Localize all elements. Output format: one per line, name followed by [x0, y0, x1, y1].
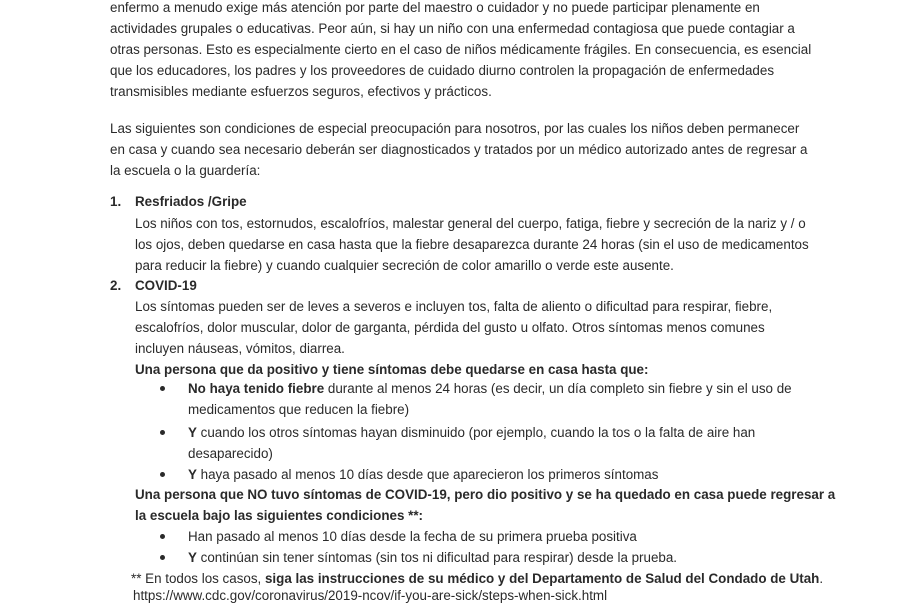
- section-2-title: COVID-19: [135, 278, 197, 293]
- section-1-title: Resfriados /Gripe: [135, 194, 247, 209]
- nosymptom-bullet-1: Han pasado al menos 10 días desde la fecha de su primera prueba positiva: [188, 529, 637, 544]
- section-1-number: 1.: [110, 194, 122, 209]
- conditions-line: la escuela o la guardería:: [110, 163, 261, 178]
- section-1-line: Los niños con tos, estornudos, escalofríos, malestar general del cuerpo, fatiga, fiebre y secreción de la nariz y / o: [135, 216, 806, 231]
- section-1-body: [135, 213, 809, 276]
- bullet-icon: [160, 430, 165, 435]
- section-1-line: para reducir la fiebre) y cuando cualquier secreción de color amarillo o verde este ausente.: [135, 258, 674, 273]
- section-2-line: Los síntomas pueden ser de leves a severos e incluyen tos, falta de aliento o dificultad para respirar, fiebre,: [135, 299, 773, 314]
- intro-paragraph: [110, 0, 810, 102]
- intro-line: actividades grupales o educativas. Peor aún, si hay un niño con una enfermedad contagiosa que puede contagiar a: [110, 21, 795, 36]
- nosymptom-bullet-2: Y continúan sin tener síntomas (sin tos ni dificultad para respirar) desde la prueba.: [188, 550, 678, 565]
- intro-line: enfermo a menudo exige más atención por parte del maestro o cuidador y no puede participar plenamente en: [110, 0, 760, 15]
- intro-line: otras personas. Esto es especialmente cierto en el caso de niños médicamente frágiles. En consecuencia, es esencial: [110, 42, 812, 57]
- positive-bullet-3: Y haya pasado al menos 10 días desde que aparecieron los primeros síntomas: [188, 467, 659, 482]
- section-2-line: incluyen náuseas, vómitos, diarrea.: [135, 341, 345, 356]
- conditions-paragraph: [110, 118, 810, 181]
- section-2-line: escalofríos, dolor muscular, dolor de garganta, pérdida del gusto u olfato. Otros síntomas menos comunes: [135, 320, 765, 335]
- conditions-line: Las siguientes son condiciones de especial preocupación para nosotros, por las cuales los niños deben permanecer: [110, 121, 800, 136]
- positive-heading: Una persona que da positivo y tiene síntomas debe quedarse en casa hasta que:: [135, 362, 649, 377]
- section-2-body: [135, 296, 772, 359]
- section-1-line: los ojos, deben quedarse en casa hasta que la fiebre desaparezca durante 24 horas (sin el uso de medicamentos: [135, 237, 809, 252]
- positive-bullet-2: Y cuando los otros síntomas hayan disminuido (por ejemplo, cuando la tos o la falta de aire han desaparecido): [188, 425, 756, 461]
- section-2-number: 2.: [110, 278, 122, 293]
- positive-bullet-1: No haya tenido fiebre durante al menos 24 horas (es decir, un día completo sin fiebre y sin el uso de medicamentos que reducen la fiebre): [188, 381, 792, 417]
- intro-line: transmisibles mediante esfuerzos seguros, efectivos y prácticos.: [110, 84, 492, 99]
- nosymptom-heading: Una persona que NO tuvo síntomas de COVID-19, pero dio positivo y se ha quedado en casa puede regresar a la escuela bajo las siguientes condiciones **:: [135, 487, 836, 523]
- bullet-icon: [160, 534, 165, 539]
- bullet-icon: [160, 386, 165, 391]
- intro-line: que los educadores, los padres y los proveedores de cuidado diurno controlen la propagación de enfermedades: [110, 63, 775, 78]
- bullet-icon: [160, 555, 165, 560]
- bullet-icon: [160, 472, 165, 477]
- conditions-line: en casa y cuando sea necesario deberán ser diagnosticados y tratados por un médico autorizado antes de regresar a: [110, 142, 808, 157]
- cdc-link[interactable]: https://www.cdc.gov/coronavirus/2019-ncov/if-you-are-sick/steps-when-sick.html: [133, 588, 608, 603]
- footnote: ** En todos los casos, siga las instrucciones de su médico y del Departamento de Salud del Condado de Utah.: [131, 571, 824, 586]
